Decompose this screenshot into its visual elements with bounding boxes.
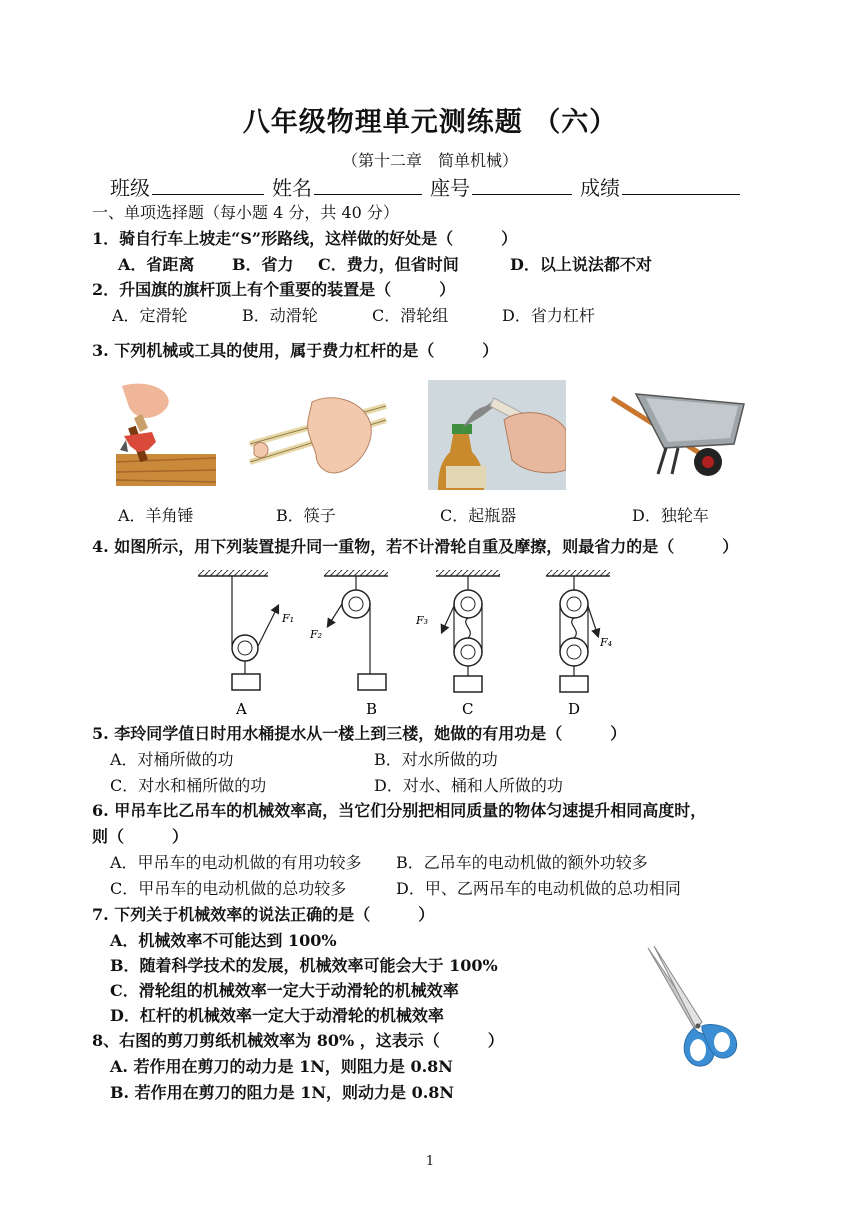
pulley-system-c: [415, 570, 500, 716]
pulley-diagrams: [190, 566, 630, 716]
score-field: [580, 172, 748, 201]
q6-stem-continued: 则（ ）: [92, 827, 189, 846]
q7-option-a: A．机械效率不可能达到 100%: [110, 931, 337, 950]
q6-option-c: C．甲吊车的电动机做的总功较多: [110, 879, 347, 898]
chapter-subtitle: （第十二章 简单机械）: [341, 151, 518, 170]
q1-option-d: D．以上说法都不对: [510, 255, 652, 274]
q1-stem: 1．骑自行车上坡走“S”形路线，这样做的好处是（ ）: [92, 229, 518, 248]
diagram-label-c: C: [462, 700, 474, 716]
score-blank[interactable]: [622, 174, 740, 195]
page-title: 八年级物理单元测练题 （六）: [242, 107, 618, 138]
q5-option-d: D．对水、桶和人所做的功: [374, 776, 563, 795]
pulley-system-a: [198, 570, 294, 716]
q3-stem: 3. 下列机械或工具的使用，属于费力杠杆的是（ ）: [92, 341, 499, 360]
q5-option-b: B．对水所做的功: [374, 750, 498, 769]
seat-label: 座号: [430, 176, 470, 200]
force-f3-label: F₃: [416, 614, 429, 627]
pulley-system-d: [546, 570, 612, 716]
q6-option-d: D．甲、乙两吊车的电动机做的总功相同: [396, 879, 681, 898]
q8-stem: 8、右图的剪刀剪纸机械效率为 80% ，这表示（ ）: [92, 1031, 504, 1050]
score-label: 成绩: [580, 176, 620, 200]
bottle-opener-image: [428, 380, 566, 490]
scissors-image: [640, 944, 744, 1074]
q7-option-d: D．杠杆的机械效率一定大于动滑轮的机械效率: [110, 1006, 444, 1025]
q5-option-c: C．对水和桶所做的功: [110, 776, 267, 795]
seat-blank[interactable]: [472, 174, 572, 195]
seat-field: [430, 172, 580, 201]
page-number: 1: [425, 1154, 435, 1169]
q7-option-c: C．滑轮组的机械效率一定大于动滑轮的机械效率: [110, 981, 459, 1000]
q6-option-a: A．甲吊车的电动机做的有用功较多: [110, 853, 362, 872]
force-f1-label: F₁: [282, 612, 295, 625]
q2-option-c: C．滑轮组: [372, 306, 449, 325]
class-field: [110, 172, 272, 201]
diagram-label-a: A: [236, 700, 247, 716]
q3-option-c: C．起瓶器: [440, 506, 517, 525]
q1-option-b: B．省力: [232, 255, 294, 274]
q1-option-c: C．费力，但省时间: [318, 255, 459, 274]
q2-option-b: B．动滑轮: [242, 306, 318, 325]
class-blank[interactable]: [152, 174, 264, 195]
q2-option-d: D．省力杠杆: [502, 306, 595, 325]
diagram-label-b: B: [366, 700, 378, 716]
q6-option-b: B．乙吊车的电动机做的额外功较多: [396, 853, 648, 872]
wheelbarrow-image: [608, 384, 748, 480]
pulley-system-b: [309, 570, 388, 716]
q7-stem: 7. 下列关于机械效率的说法正确的是（ ）: [92, 905, 435, 924]
q3-option-b: B．筷子: [276, 506, 336, 525]
q6-stem: 6. 甲吊车比乙吊车的机械效率高，当它们分别把相同质量的物体匀速提升相同高度时，: [92, 801, 707, 820]
student-info-row: [110, 172, 748, 201]
q2-stem: 2．升国旗的旗杆顶上有个重要的装置是（ ）: [92, 280, 456, 299]
q4-stem: 4. 如图所示，用下列装置提升同一重物，若不计滑轮自重及摩擦，则最省力的是（ ）: [92, 537, 739, 556]
q5-option-a: A．对桶所做的功: [110, 750, 234, 769]
name-field: [272, 172, 430, 201]
name-blank[interactable]: [314, 174, 422, 195]
class-label: 班级: [110, 176, 150, 200]
section-heading: 一、单项选择题（每小题 4 分，共 40 分）: [92, 203, 399, 222]
q3-option-a: A．羊角锤: [118, 506, 194, 525]
force-f2-label: F₂: [310, 628, 323, 641]
claw-hammer-image: [112, 378, 222, 488]
q8-option-a: A. 若作用在剪刀的动力是 1N，则阻力是 0.8N: [110, 1057, 453, 1076]
q8-option-b: B. 若作用在剪刀的阻力是 1N，则动力是 0.8N: [110, 1083, 455, 1102]
q5-stem: 5. 李玲同学值日时用水桶提水从一楼上到三楼，她做的有用功是（ ）: [92, 724, 627, 743]
diagram-label-d: D: [568, 700, 581, 716]
q3-option-d: D．独轮车: [632, 506, 709, 525]
q7-option-b: B．随着科学技术的发展，机械效率可能会大于 100%: [110, 956, 498, 975]
chopsticks-image: [242, 392, 392, 482]
force-f4-label: F₄: [600, 636, 613, 649]
q2-option-a: A．定滑轮: [112, 306, 188, 325]
name-label: 姓名: [272, 176, 312, 200]
q1-option-a: A．省距离: [118, 255, 195, 274]
